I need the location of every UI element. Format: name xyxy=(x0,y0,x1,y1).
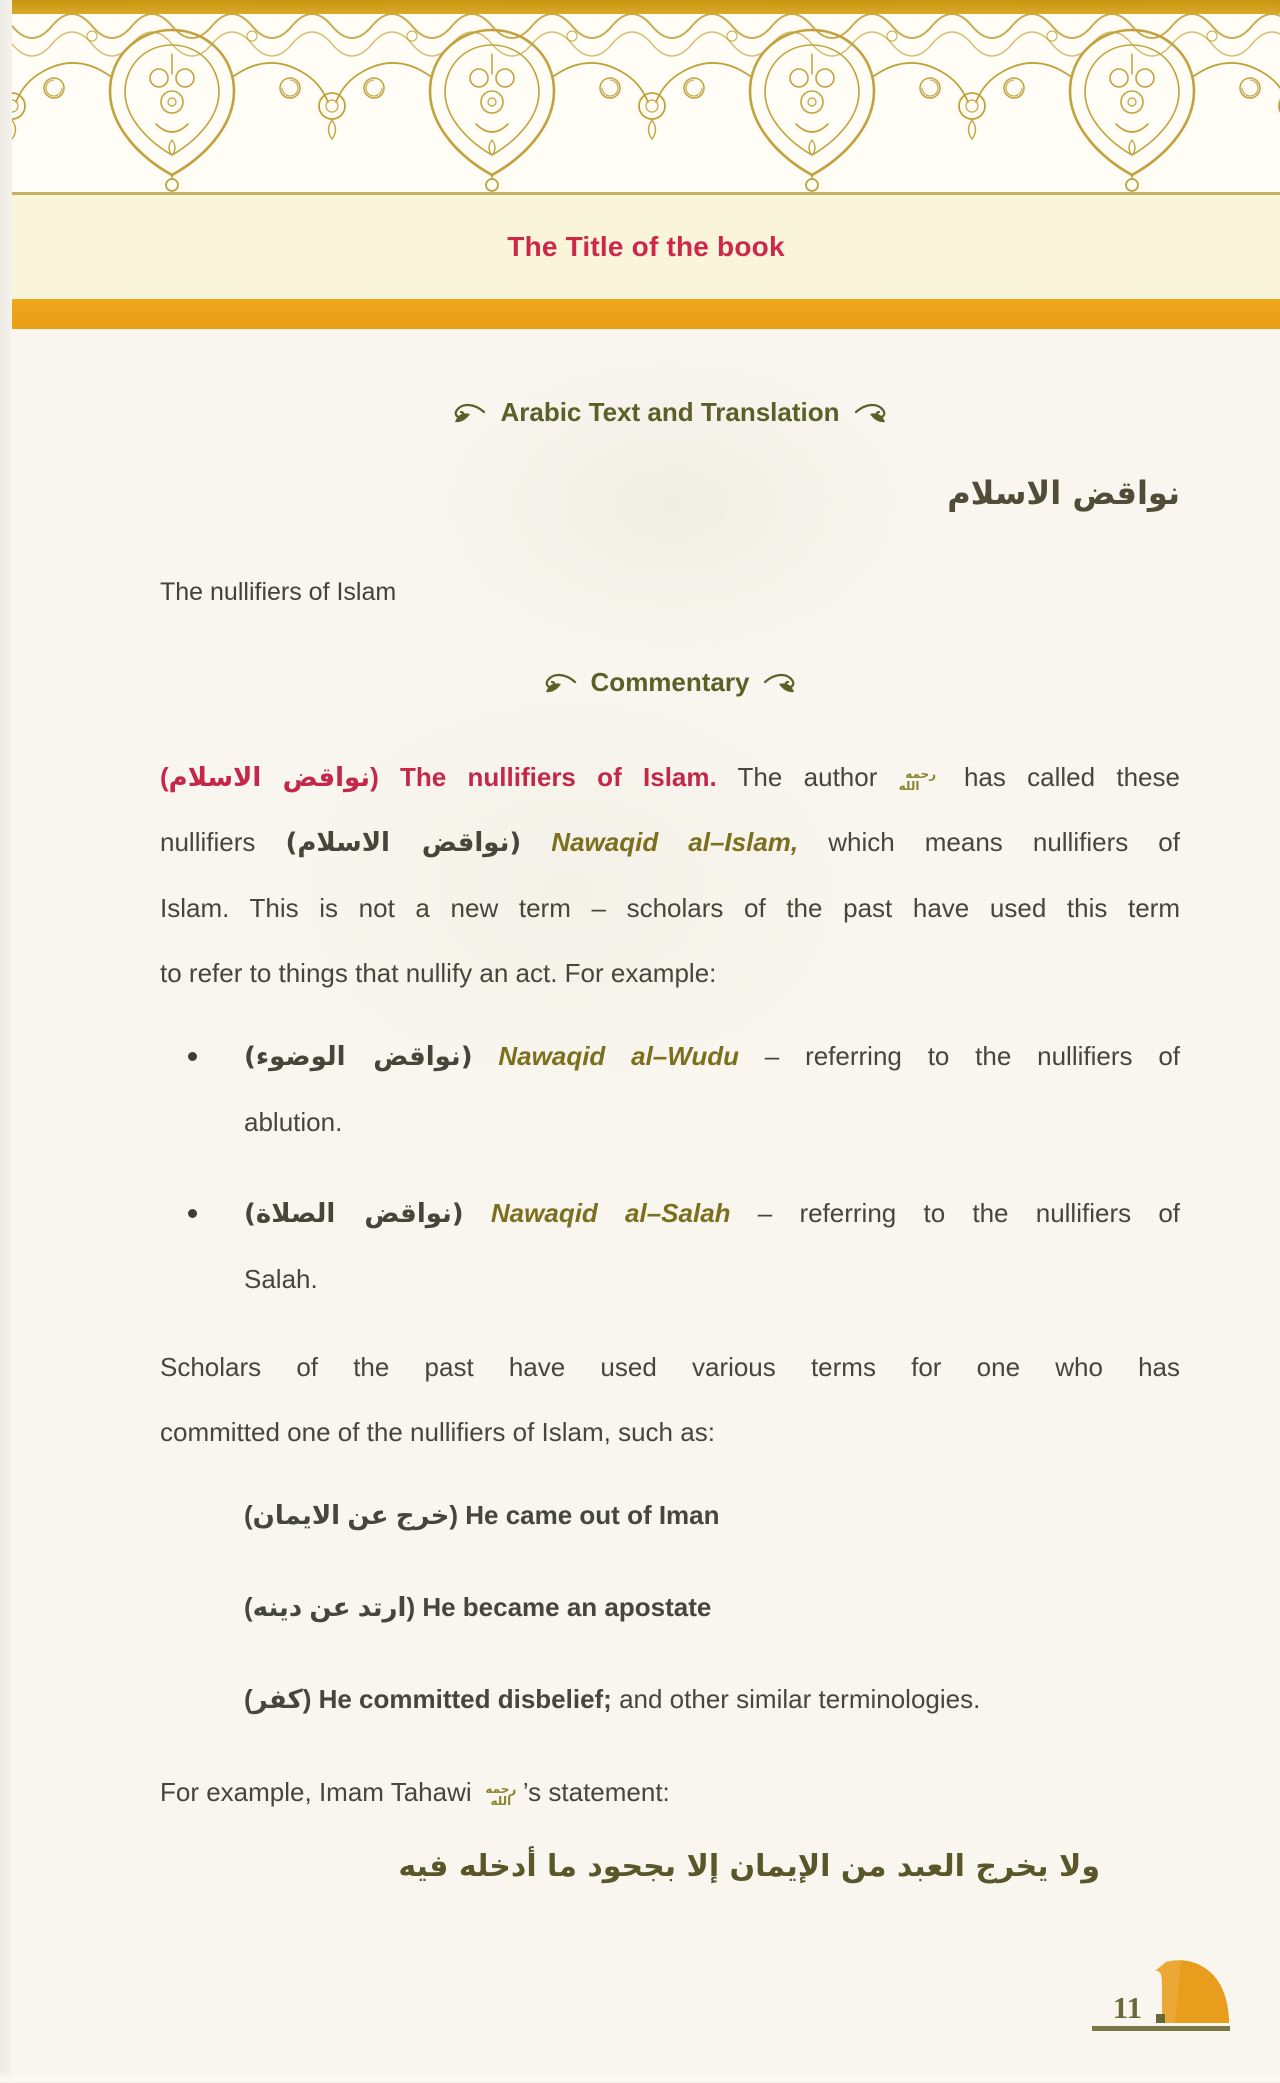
body-text: For example, Imam Tahawi xyxy=(160,1777,479,1807)
page-footer xyxy=(1092,1959,1230,2031)
arabic-inline-text: (نواقض الصلاة) xyxy=(244,1199,464,1229)
bullet-dot xyxy=(188,1209,197,1218)
section-heading-arabic-text xyxy=(160,329,1180,433)
footer-underline xyxy=(1092,2026,1230,2031)
transliteration-text: Nawaqid al–Salah xyxy=(463,1198,731,1228)
top-gold-bar xyxy=(12,0,1280,14)
page-number: 11 xyxy=(1112,1990,1142,2025)
body-text: nullifiers xyxy=(160,827,286,857)
bullet-line: Salah. xyxy=(244,1264,318,1294)
section-heading-label: Commentary xyxy=(590,667,750,697)
arabic-inline-text: (نواقض الوضوء) xyxy=(244,1042,473,1072)
flourish-right-icon xyxy=(763,669,801,695)
paragraph-line xyxy=(160,745,1180,810)
lace-pattern-icon xyxy=(12,14,1280,192)
transliteration-text: Nawaqid al–Wudu xyxy=(472,1041,739,1071)
body-text: which means nullifiers of xyxy=(798,827,1180,857)
arabic-title-line: نواقض الاسلام xyxy=(947,474,1180,512)
term-bold-text: (كفر) He committed disbelief; xyxy=(244,1684,612,1714)
page-left-edge xyxy=(0,0,12,2081)
body-text: – referring to the nullifiers of xyxy=(738,1041,1180,1071)
flourish-right-icon xyxy=(854,399,892,425)
bullet-line xyxy=(244,1024,1180,1090)
bullet-line xyxy=(244,1181,1180,1247)
paragraph-line: Islam. This is not a new term – scholars of the past have used this term xyxy=(160,893,1180,923)
example-statement-line xyxy=(160,1760,1180,1825)
scholars-paragraph xyxy=(160,1335,1180,1465)
list-item-nawaqid-wudu xyxy=(160,1024,1180,1155)
body-text: ’s statement: xyxy=(522,1777,670,1807)
commentary-paragraph xyxy=(160,745,1180,1006)
orange-accent-band xyxy=(12,299,1280,329)
body-text: has called these xyxy=(942,762,1180,792)
body-text: The author xyxy=(716,762,899,792)
page-title: The Title of the book xyxy=(507,231,785,262)
body-text: – referring to the nullifiers of xyxy=(730,1198,1180,1228)
list-item-nawaqid-salah xyxy=(160,1181,1180,1312)
term-bold-text: (ارتد عن دينه) He became an apostate xyxy=(244,1592,712,1622)
arabic-inline-text: (نواقض الاسلام) xyxy=(285,828,522,858)
arabic-quote-line: ولا يخرج العبد من الإيمان إلا بجحود ما أدخله فيه xyxy=(398,1849,1100,1884)
transliteration-text: Nawaqid al–Islam, xyxy=(521,827,799,857)
rahimahullah-honorific: رحمه الله xyxy=(485,1782,517,1808)
flourish-left-icon xyxy=(539,669,577,695)
ornamental-lace-border xyxy=(12,14,1280,192)
page-body xyxy=(12,329,1280,2083)
rahimahullah-honorific: رحمه الله xyxy=(898,767,937,793)
page-bottom-edge xyxy=(0,2071,1280,2081)
title-band xyxy=(12,195,1280,299)
bullet-dot xyxy=(188,1052,197,1061)
red-emphasis-text: (نواقض الاسلام) The nullifiers of Islam. xyxy=(160,762,717,792)
paragraph-line: Scholars of the past have used various terms for one who has xyxy=(160,1352,1180,1382)
section-heading-commentary xyxy=(160,661,1180,703)
paragraph-line xyxy=(160,810,1180,876)
flourish-left-icon xyxy=(448,399,486,425)
paragraph-line: committed one of the nullifiers of Islam, such as: xyxy=(160,1417,715,1447)
footer-dome-ornament-icon xyxy=(1154,1959,1230,2023)
section-heading-label: Arabic Text and Translation xyxy=(500,397,840,427)
paragraph-line: to refer to things that nullify an act. For example: xyxy=(160,958,717,988)
list-item-became-apostate xyxy=(160,1575,1180,1640)
term-rest-text: and other similar terminologies. xyxy=(611,1684,981,1714)
list-item-committed-disbelief xyxy=(160,1667,1180,1732)
list-item-came-out-of-iman xyxy=(160,1483,1180,1548)
term-bold-text: (خرج عن الايمان) He came out of Iman xyxy=(244,1500,720,1530)
bullet-line: ablution. xyxy=(244,1107,343,1137)
translation-line: The nullifiers of Islam xyxy=(160,578,397,606)
